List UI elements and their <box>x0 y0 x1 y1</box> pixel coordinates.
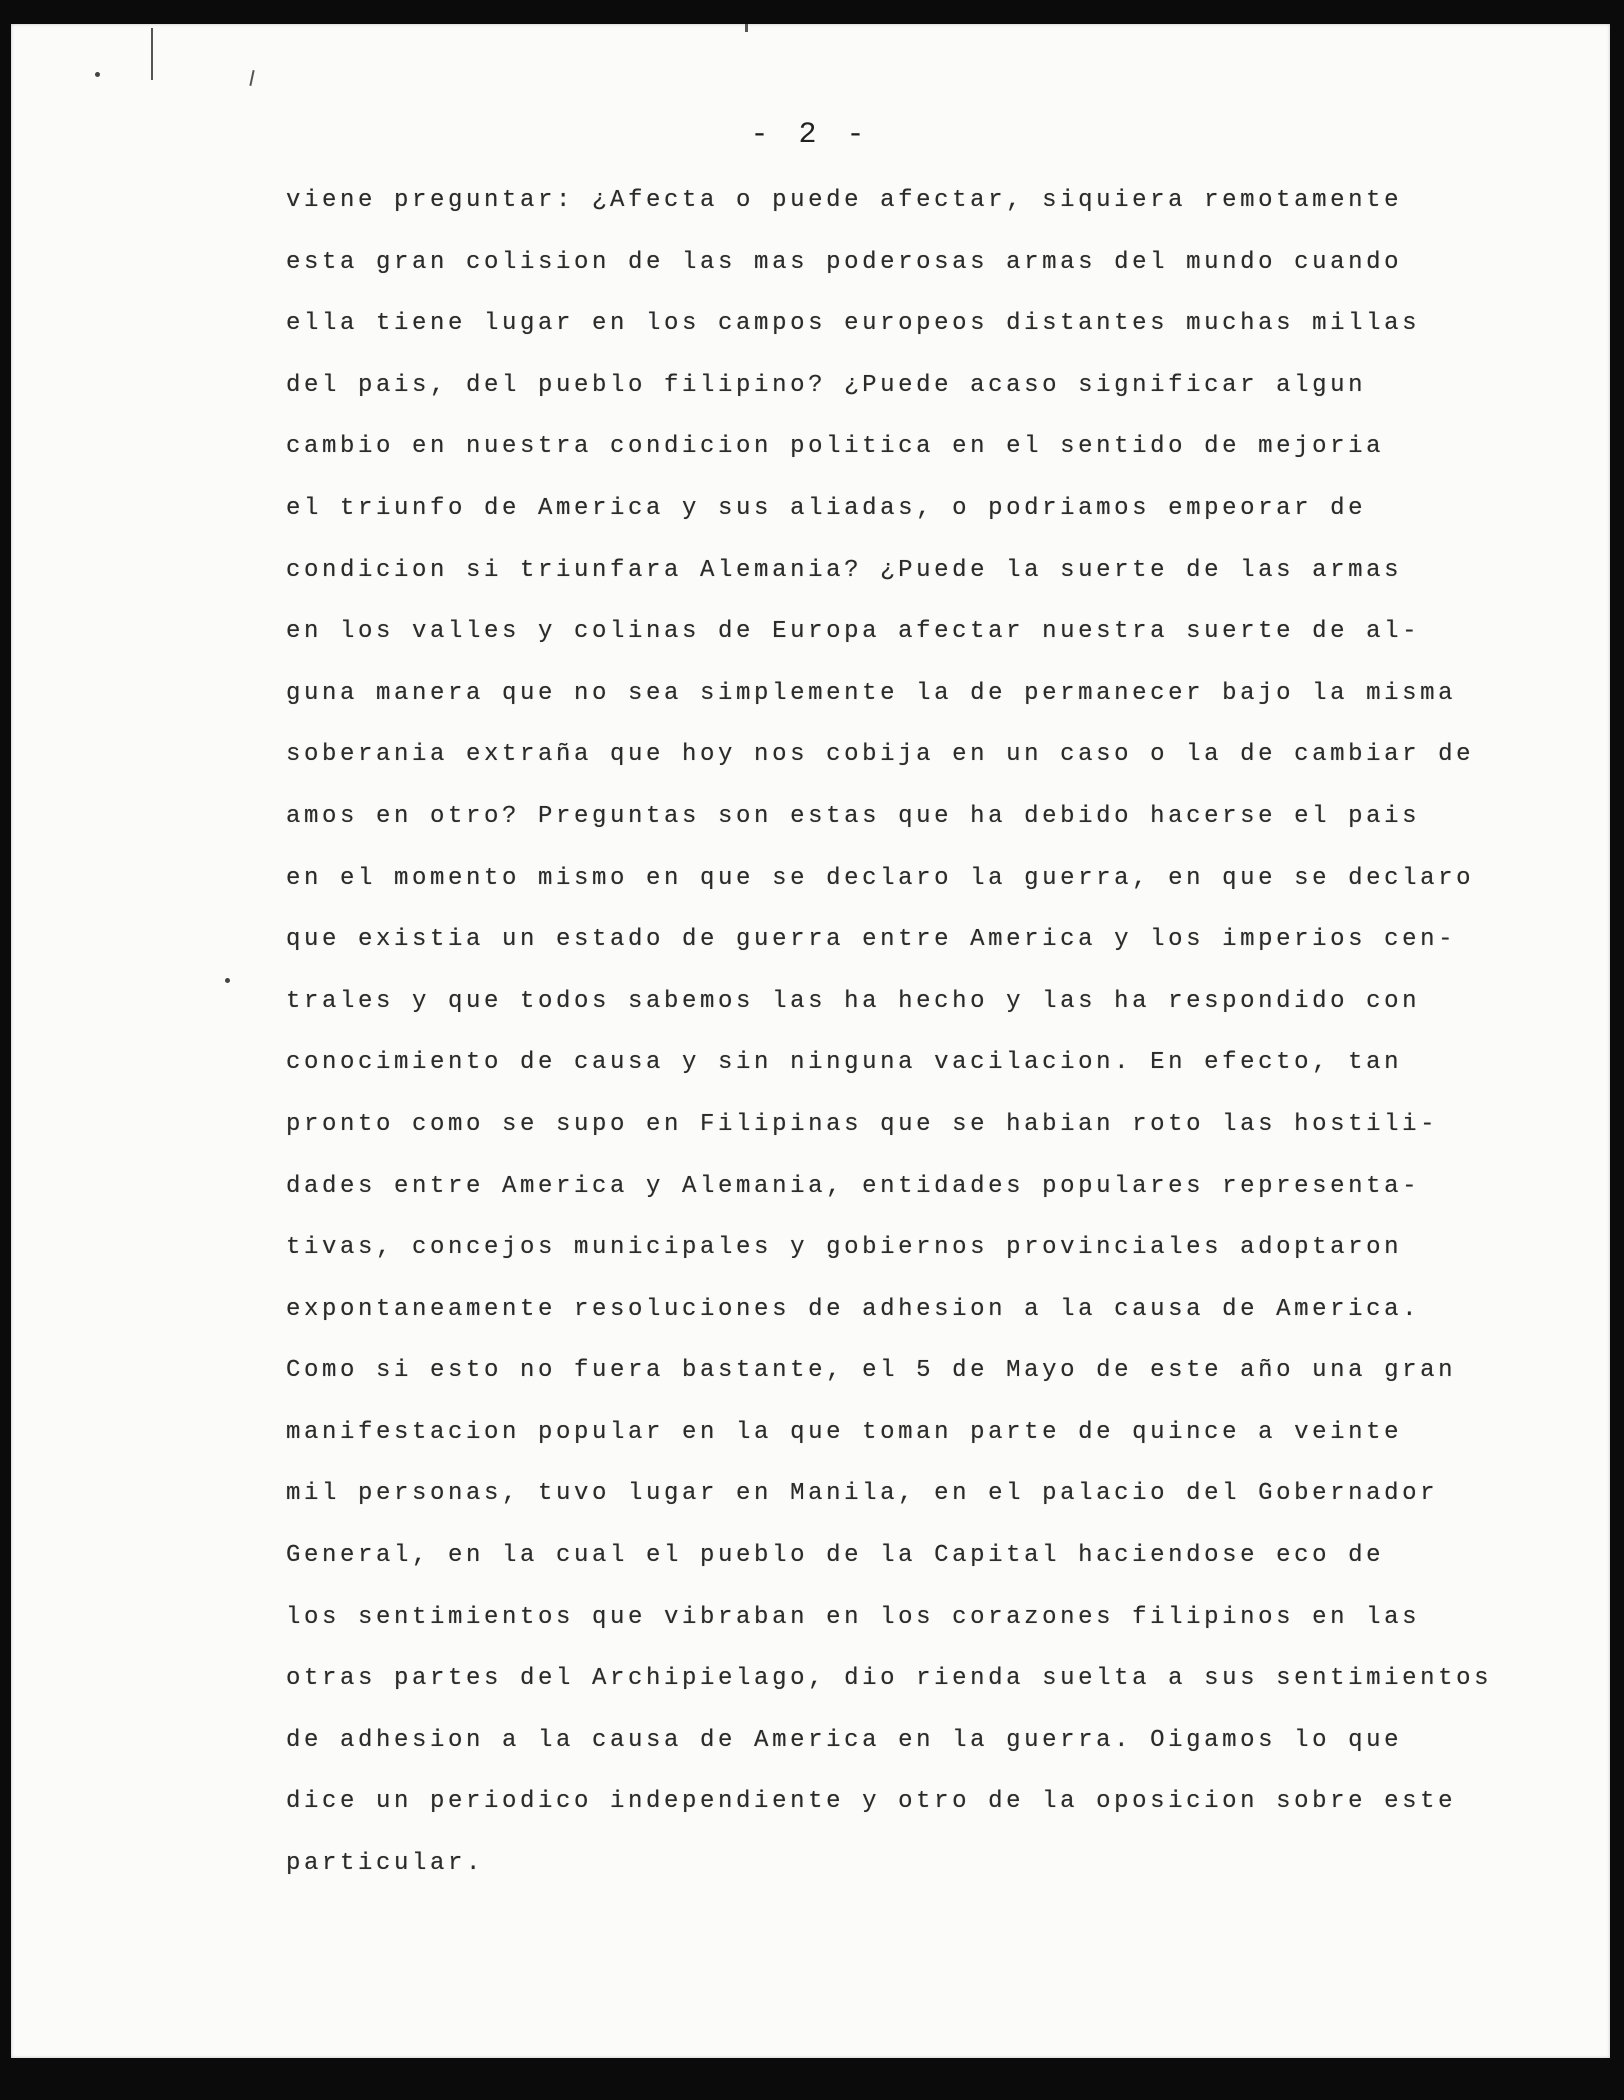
text-line: mil personas, tuvo lugar en Manila, en el palacio del Gobernador <box>286 1480 1439 1508</box>
text-line: que existia un estado de guerra entre America y los imperios cen- <box>286 926 1457 954</box>
text-line: Como si esto no fuera bastante, el 5 de Mayo de este año una gran <box>286 1357 1457 1385</box>
text-line: conocimiento de causa y sin ninguna vacilacion. En efecto, tan <box>286 1049 1403 1077</box>
top-edge-mark <box>745 24 748 32</box>
text-line: trales y que todos sabemos las ha hecho y las ha respondido con <box>286 987 1421 1015</box>
margin-dot <box>225 978 230 983</box>
text-line: amos en otro? Preguntas son estas que ha debido hacerse el pais <box>286 802 1421 830</box>
text-line: el triunfo de America y sus aliadas, o podriamos empeorar de <box>286 494 1367 522</box>
text-line: dades entre America y Alemania, entidades populares representa- <box>286 1172 1421 1200</box>
text-line: tivas, concejos municipales y gobiernos provinciales adoptaron <box>286 1234 1403 1262</box>
text-line: guna manera que no sea simplemente la de permanecer bajo la misma <box>286 679 1457 707</box>
text-line: otras partes del Archipielago, dio rienda suelta a sus sentimientos <box>286 1665 1493 1693</box>
text-line: esta gran colision de las mas poderosas armas del mundo cuando <box>286 248 1403 276</box>
text-line: del pais, del pueblo filipino? ¿Puede acaso significar algun <box>286 371 1367 399</box>
text-line: soberania extraña que hoy nos cobija en un caso o la de cambiar de <box>286 741 1475 769</box>
text-line: los sentimientos que vibraban en los corazones filipinos en las <box>286 1603 1421 1631</box>
text-line: condicion si triunfara Alemania? ¿Puede la suerte de las armas <box>286 556 1403 584</box>
text-line: pronto como se supo en Filipinas que se habian roto las hostili- <box>286 1110 1439 1138</box>
text-line: en los valles y colinas de Europa afectar nuestra suerte de al- <box>286 618 1421 646</box>
margin-mark <box>249 70 254 86</box>
text-line: ella tiene lugar en los campos europeos distantes muchas millas <box>286 310 1421 338</box>
margin-dot <box>95 72 100 77</box>
text-line: de adhesion a la causa de America en la guerra. Oigamos lo que <box>286 1726 1403 1754</box>
text-line: viene preguntar: ¿Afecta o puede afectar, siquiera remotamente <box>286 187 1403 214</box>
text-line: expontaneamente resoluciones de adhesion a la causa de America. <box>286 1295 1421 1323</box>
text-line: dice un periodico independiente y otro de la oposicion sobre este <box>286 1788 1457 1816</box>
document-page <box>11 24 1610 2058</box>
text-line: en el momento mismo en que se declaro la guerra, en que se declaro <box>286 864 1475 892</box>
typed-body-text <box>286 170 1516 1895</box>
margin-mark <box>151 28 153 80</box>
text-line: General, en la cual el pueblo de la Capital haciendose eco de <box>286 1542 1385 1570</box>
page-number: - 2 - <box>750 118 871 152</box>
text-line: cambio en nuestra condicion politica en el sentido de mejoria <box>286 433 1385 461</box>
text-line: particular. <box>286 1850 485 1878</box>
text-line: manifestacion popular en la que toman parte de quince a veinte <box>286 1418 1403 1446</box>
